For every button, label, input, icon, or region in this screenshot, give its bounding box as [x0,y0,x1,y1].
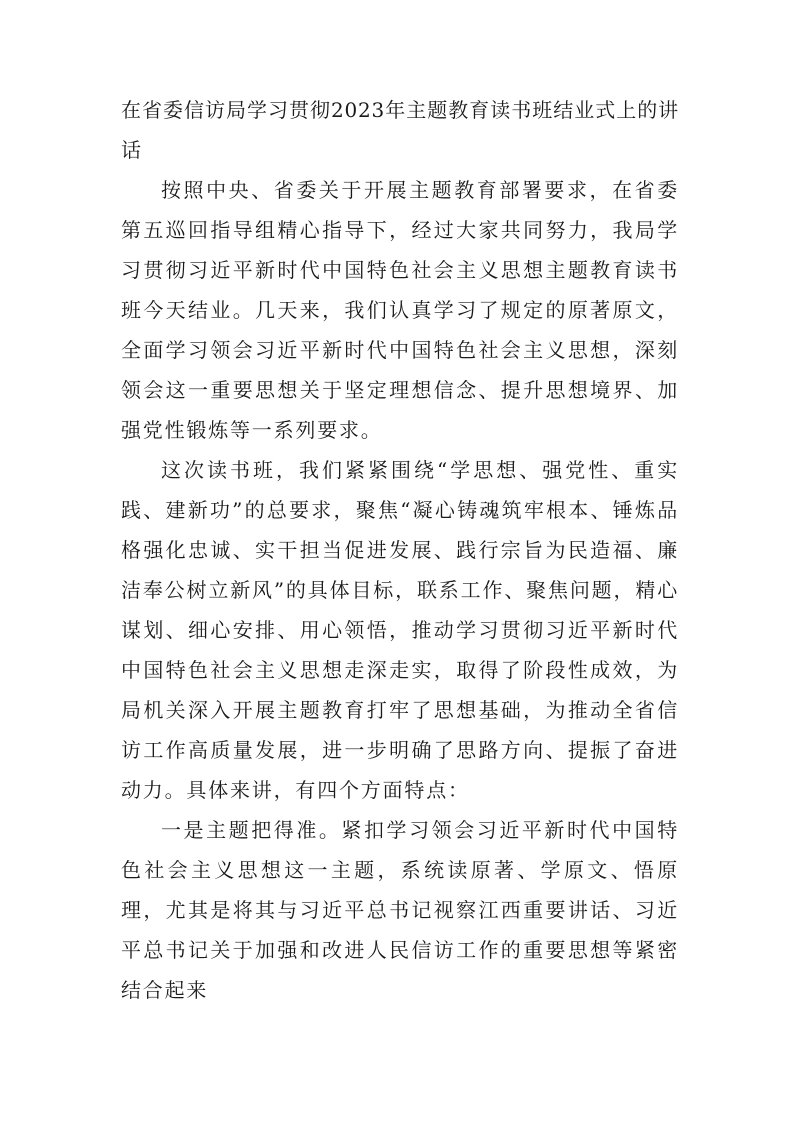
document-body [121,90,679,1010]
paragraph-reading-class: 这次读书班，我们紧紧围绕“学思想、强党性、重实践、建新功”的总要求，聚焦“凝心铸魂筑牢根本、锤炼品格强化忠诚、实干担当促进发展、践行宗旨为民造福、廉洁奉公树立新风”的具体目标，联系工作、聚焦问题，精心谋划、细心安排、用心领悟，推动学习贯彻习近平新时代中国特色社会主义思想走深走实，取得了阶段性成效，为局机关深入开展主题教育打牢了思想基础，为推动全省信访工作高质量发展，进一步明确了思路方向、提振了奋进动力。具体来讲，有四个方面特点： [121,458,679,802]
document-title: 在省委信访局学习贯彻2023年主题教育读书班结业式上的讲话 [121,98,679,162]
paragraph-point-one: 一是主题把得准。紧扣学习领会习近平新时代中国特色社会主义思想这一主题，系统读原著、学原文、悟原理，尤其是将其与习近平总书记视察江西重要讲话、习近平总书记关于加强和改进人民信访工作的重要思想等紧密结合起来 [121,818,679,1002]
paragraph-intro: 按照中央、省委关于开展主题教育部署要求，在省委第五巡回指导组精心指导下，经过大家共同努力，我局学习贯彻习近平新时代中国特色社会主义思想主题教育读书班今天结业。几天来，我们认真学习了规定的原著原文，全面学习领会习近平新时代中国特色社会主义思想，深刻领会这一重要思想关于坚定理想信念、提升思想境界、加强党性锻炼等一系列要求。 [121,178,679,442]
